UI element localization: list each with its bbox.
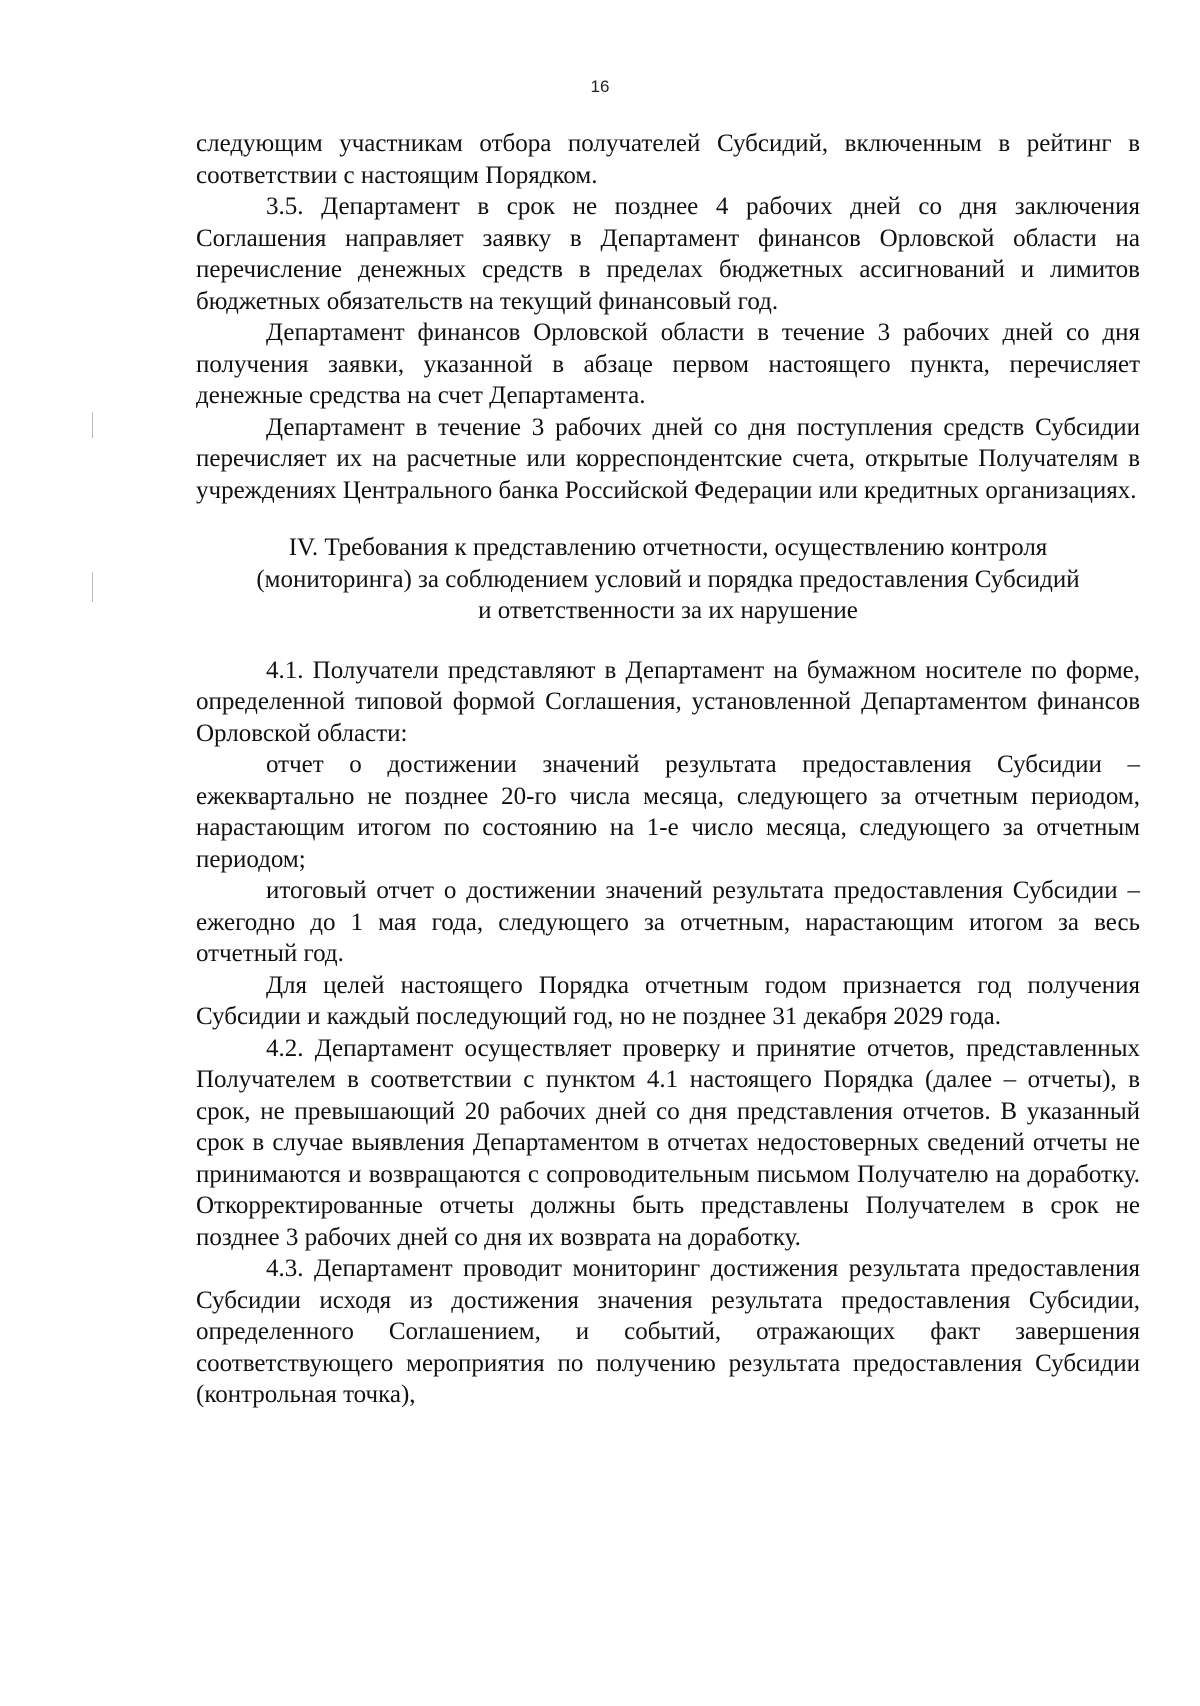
paragraph-4-3: 4.3. Департамент проводит мониторинг достижения результата предоставления Субсидии исходя из достижения значения результата предоставления Субсидии, определенного Соглашением, и событий, отражающих факт завершения соответствующего мероприятия по получению результата предоставления Субсидии (контрольная точка), — [196, 1255, 1140, 1408]
section-heading-line: (мониторинга) за соблюдением условий и порядка предоставления Субсидий — [256, 565, 1080, 593]
paragraph: Для целей настоящего Порядка отчетным годом признается год получения Субсидии и каждый последующий год, но не позднее 31 декабря 2029 года. — [196, 971, 1140, 1030]
scan-artifact — [92, 572, 93, 602]
paragraph-4-2: 4.2. Департамент осуществляет проверку и принятие отчетов, представленных Получателем в соответствии с пунктом 4.1 настоящего Порядка (далее – отчеты), в срок, не превышающий 20 рабочих дней со дня представления отчетов. В указанный срок в случае выявления Департаментом в отчетах недостоверных сведений отчеты не принимаются и возвращаются с сопроводительным письмом Получателю на доработку. Откорректированные отчеты должны быть представлены Получателем в срок не позднее 3 рабочих дней со дня их возврата на доработку. — [196, 1034, 1140, 1251]
document-body — [196, 128, 1140, 1411]
paragraph: Департамент финансов Орловской области в течение 3 рабочих дней со дня получения заявки, указанной в абзаце первом настоящего пункта, перечисляет денежные средства на счет Департамента. — [196, 319, 1140, 409]
page-number: 16 — [590, 77, 610, 96]
section-heading — [196, 532, 1140, 627]
paragraph: итоговый отчет о достижении значений результата предоставления Субсидии – ежегодно до 1 мая года, следующего за отчетным, нарастающим итогом за весь отчетный год. — [196, 877, 1140, 967]
section-heading-line: и ответственности за их нарушение — [478, 597, 858, 624]
paragraph-3-5: 3.5. Департамент в срок не позднее 4 рабочих дней со дня заключения Соглашения направляет заявку в Департамент финансов Орловской области на перечисление денежных средств в пределах бюджетных ассигнований и лимитов бюджетных обязательств на текущий финансовый год. — [196, 193, 1140, 315]
paragraph: отчет о достижении значений результата предоставления Субсидии – ежеквартально не позднее 20-го числа месяца, следующего за отчетным периодом, нарастающим итогом по состоянию на 1-е число месяца, следующего за отчетным периодом; — [196, 751, 1140, 873]
paragraph-4-1: 4.1. Получатели представляют в Департамент на бумажном носителе по форме, определенной типовой формой Соглашения, установленной Департаментом финансов Орловской области: — [196, 656, 1140, 747]
scan-artifact — [92, 412, 93, 438]
paragraph: следующим участникам отбора получателей Субсидий, включенным в рейтинг в соответствии с настоящим Порядком. — [196, 130, 1140, 189]
section-heading-line: IV. Требования к представлению отчетности, осуществлению контроля — [288, 534, 1048, 561]
paragraph: Департамент в течение 3 рабочих дней со дня поступления средств Субсидии перечисляет их на расчетные или корреспондентские счета, открытые Получателям в учреждениях Центрального банка Российской Федерации или кредитных организациях. — [196, 413, 1140, 504]
